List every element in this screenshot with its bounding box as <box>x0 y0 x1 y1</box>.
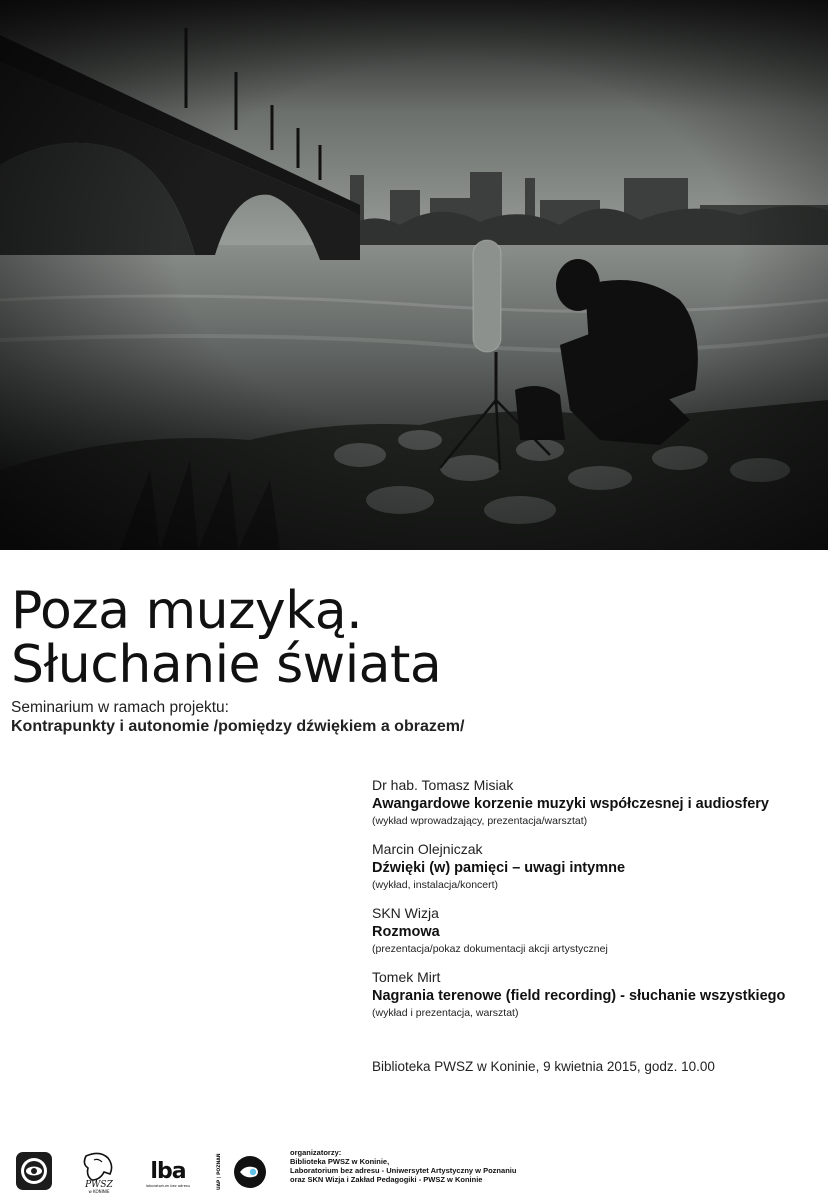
organizers <box>290 1148 580 1184</box>
title-line-2: Słuchanie świata <box>11 635 442 695</box>
talk-title: Awangardowe korzenie muzyki współczesnej i audiosfery <box>372 796 769 812</box>
lba-logo <box>146 1156 190 1197</box>
pwsz-logo <box>78 1150 120 1199</box>
speaker-name: Dr hab. Tomasz Misiak <box>372 777 514 793</box>
organizers-heading: organizatorzy: <box>290 1148 342 1157</box>
organizer-line: oraz SKN Wizja i Zakład Pedagogiki - PWSZ w Koninie <box>290 1175 483 1184</box>
program-item <box>372 904 826 957</box>
svg-text:PWSZ: PWSZ <box>85 1180 113 1190</box>
title-line-1: Poza muzyką. <box>11 581 363 641</box>
svg-text:laboratorium bez adresu: laboratorium bez adresu <box>146 1184 190 1188</box>
talk-note: (wykład, instalacja/koncert) <box>372 879 499 891</box>
poster-title <box>11 581 821 695</box>
talk-title: Nagrania terenowe (field recording) - słuchanie wszystkiego <box>372 988 786 1004</box>
program-item <box>372 776 826 829</box>
talk-note: (prezentacja/pokaz dokumentacji akcji artystycznej <box>372 943 608 955</box>
partner-logos <box>16 1150 276 1194</box>
organizer-line: Biblioteka PWSZ w Koninie, <box>290 1157 390 1166</box>
speaker-name: SKN Wizja <box>372 905 439 921</box>
talk-note: (wykład wprowadzający, prezentacja/warsztat) <box>372 815 588 827</box>
project-name: Kontrapunkty i autonomie /pomiędzy dźwiękiem a obrazem/ <box>11 718 465 735</box>
lba-wordmark-icon <box>146 1156 190 1192</box>
svg-text:w KONINIE: w KONINIE <box>88 1189 110 1194</box>
speaker-name: Marcin Olejniczak <box>372 841 483 857</box>
cover-photo <box>0 0 828 550</box>
talk-title: Rozmowa <box>372 924 440 940</box>
venue-date: Biblioteka PWSZ w Koninie, 9 kwietnia 2015, godz. 10.00 <box>372 1059 715 1074</box>
speaker-name: Tomek Mirt <box>372 969 441 985</box>
organizer-line: Laboratorium bez adresu - Uniwersytet Artystyczny w Poznaniu <box>290 1166 517 1175</box>
poster-subtitle <box>11 698 821 736</box>
eye-circle-icon <box>16 1152 52 1190</box>
riverbank-photo-illustration <box>0 0 828 550</box>
talk-note: (wykład i prezentacja, warsztat) <box>372 1007 519 1019</box>
svg-text:lba: lba <box>150 1159 186 1184</box>
program-item <box>372 968 826 1021</box>
uap-logo <box>212 1150 270 1199</box>
svg-text:UAP | POZNAŃ: UAP | POZNAŃ <box>217 1153 222 1190</box>
horse-head-icon <box>78 1150 120 1194</box>
program-list <box>372 776 826 1032</box>
uap-drop-icon <box>212 1150 270 1194</box>
program-item <box>372 840 826 893</box>
talk-title: Dźwięki (w) pamięci – uwagi intymne <box>372 860 626 876</box>
subtitle-line-1: Seminarium w ramach projektu: <box>11 699 229 716</box>
skn-wizja-logo <box>16 1152 52 1195</box>
